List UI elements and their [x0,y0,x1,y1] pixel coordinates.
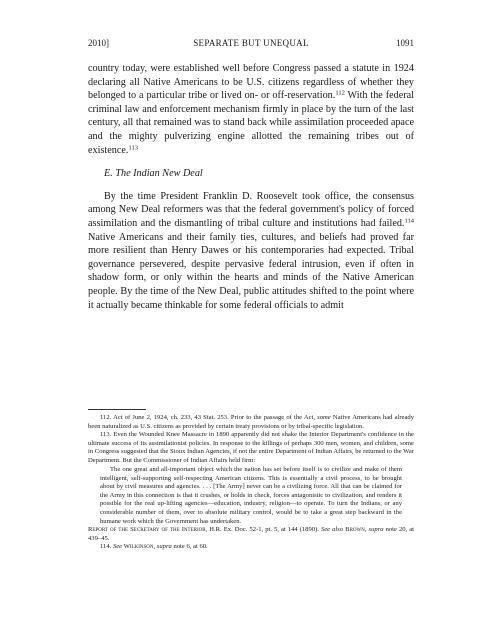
paragraph: By the time President Franklin D. Roosevelt took office, the consensus among New Deal reformers was that the federal government's policy of forced assimilation and the dismantling of tribal culture and institutions had failed.$^{114}$ Native Americans and their family ties, cultures, and beliefs had proved far more resilient than Henry Dawes or his contemporaries had expected. Tribal governance persevered, despite pervasive federal intrusion, even if often in shadow form, or only within the hearts and minds of the Native American people. By the time of the New Deal, public attitudes shifted to the point where it actually became thinkable for some federal officials to admit [88,190,414,311]
section-heading: E. The Indian New Deal [104,168,203,180]
footnote-ref: 114 [404,217,414,225]
volume-year: 2010] [88,38,109,48]
footnote-113: 113. Even the Wounded Knee Massacre in 1890 apparently did not shake the Interior Department's confidence in the ultimate success of its assimilationist policies. In response to the killings of perhaps 300 men, women, and children, some in Congress suggested that the Sioux Indian Agencies, if not the entire Department of Indian Affairs, be returned to the War Department. But the Commissioner of Indian Affairs held firm: [88,431,414,464]
footnote-112: 112. Act of June 2, 1924, ch. 233, 43 Stat. 253. Prior to the passage of the Act, some Native Americans had already been naturalized as U.S. citizens as provided by certain treaty provisions or by tribal-specific legislation. [88,414,414,430]
footnote-113-citation: Report of the Secretary of the Interior, H.R. Ex. Doc. 52-1, pt. 5, at 144 (1890). See also Brown, supra note 20, at 439–45. [88,526,415,542]
footnotes [88,414,414,552]
running-title: SEPARATE BUT UNEQUAL [193,38,309,48]
main-text [88,62,414,312]
page-number: 1091 [396,38,414,48]
footnote-ref: 113 [128,144,138,152]
block-quote: The one great and all-important object which the nation has set before itself is to civilize and make of them intelligent, self-supporting self-respecting American citizens. This is essentially a civil process, to be brought about by civil measures and agencies. . . . [The Army] never can be a civilizing force. All that can be claimed for the Army in this connection is that it crushes, or holds in check, forces antagonistic to civilization, and renders it possible for the real up-lifting agencies—education, industry, religion—to operate. To turn the Indians, or any considerable number of them, over to absolute military control, would be to take a great step backward in the humane work which the Government has undertaken. [100,466,402,525]
paragraph: country today, were established well before Congress passed a statute in 1924 declaring all Native Americans to be U.S. citizens regardless of whether they belonged to a particular tribe or lived on- or off-reservation.$^{112}$ With the federal criminal law and enforcement mechanism firmly in place by the turn of the last century, all that remained was to stand back while assimilation proceeded apace and the mighty pulverizing engine allotted the remaining tribes out of existence.$^{113}$ [88,63,414,156]
footnote-114: 114. See Wilkinson, supra note 6, at 60. [100,543,208,551]
footnote-ref: 112 [335,89,345,97]
running-header [88,38,414,52]
footnote-divider [88,409,146,410]
